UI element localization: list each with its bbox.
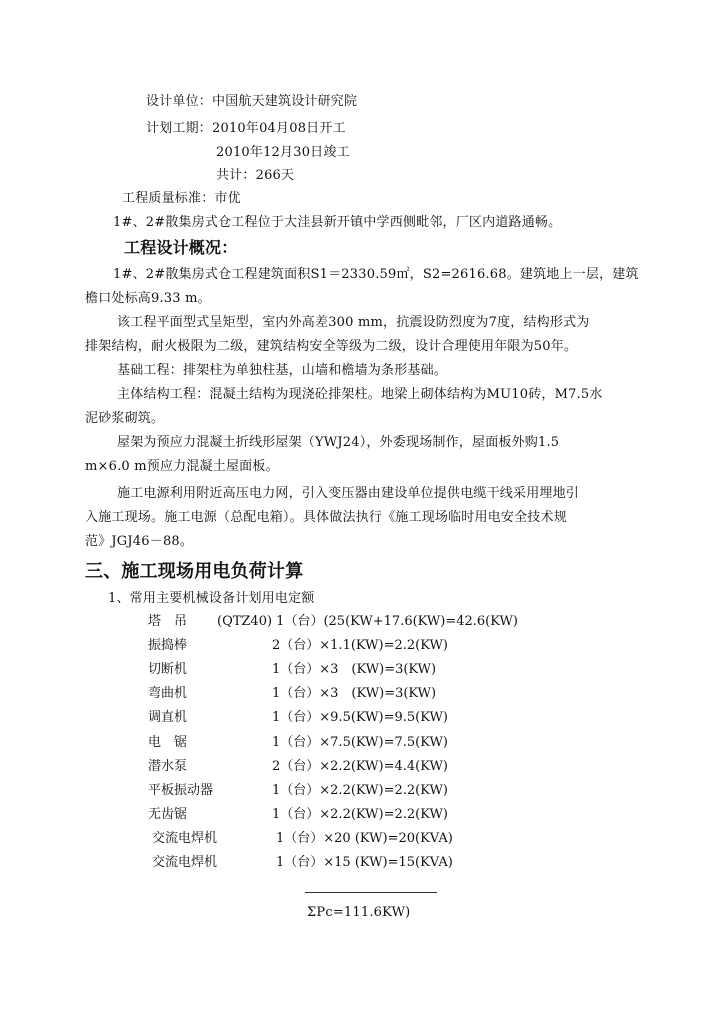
equipment-name: 塔 吊 — [148, 614, 188, 629]
equipment-name: 交流电焊机 — [152, 855, 218, 870]
overview-p6-l2: 入施工现场。施工电源（总配电箱）。具体做法执行《施工现场临时用电安全技术规 — [85, 510, 567, 525]
project-location: 1#、2#散集房式仓工程位于大洼县新开镇中学西侧毗邻，厂区内道路通畅。 — [113, 215, 562, 230]
equipment-calc: 2（台）×1.1(KW)=2.2(KW) — [272, 638, 448, 653]
equipment-calc: 1（台）×20 (KW)=20(KVA) — [276, 831, 453, 846]
overview-p1-l1: 1#、2#散集房式仓工程建筑面积S1＝2330.59㎡，S2=2616.68。建筑地上一层，建筑 — [113, 267, 639, 282]
equipment-name: 平板振动器 — [148, 783, 214, 798]
overview-p5-l2: m×6.0 m预应力混凝土屋面板。 — [85, 459, 279, 474]
equipment-calc: 1（台）×15 (KW)=15(KVA) — [276, 855, 453, 870]
power-total: ΣPc=111.6KW) — [307, 905, 411, 920]
design-unit: 设计单位：中国航天建筑设计研究院 — [146, 94, 358, 109]
subsection-1-title: 1、常用主要机械设备计划用电定额 — [108, 591, 315, 606]
equipment-name: 切断机 — [148, 662, 188, 677]
equipment-calc: 1（台）×2.2(KW)=2.2(KW) — [272, 807, 448, 822]
overview-heading: 工程设计概况： — [124, 238, 238, 257]
sum-divider — [305, 892, 437, 893]
equipment-calc: 2（台）×2.2(KW)=4.4(KW) — [272, 759, 448, 774]
total-days: 共计：266天 — [216, 168, 295, 183]
equipment-name: 振捣棒 — [148, 638, 188, 653]
plan-end: 2010年12月30日竣工 — [216, 145, 350, 160]
equipment-calc: 1（台）×7.5(KW)=7.5(KW) — [272, 735, 448, 750]
section-3-heading: 三、施工现场用电负荷计算 — [85, 561, 304, 582]
overview-p6-l3: 范》JGJ46－88。 — [85, 534, 194, 549]
overview-p6-l1: 施工电源利用附近高压电力网，引入变压器由建设单位提供电缆干线采用埋地引 — [117, 486, 580, 501]
overview-p2-l1: 该工程平面型式呈矩型，室内外高差300 mm，抗震设防烈度为7度，结构形式为 — [117, 315, 590, 330]
overview-p4-l2: 泥砂浆砌筑。 — [85, 411, 165, 426]
plan-start: 计划工期：2010年04月08日开工 — [146, 121, 346, 136]
quality-standard: 工程质量标准：市优 — [122, 191, 241, 206]
equipment-calc: (QTZ40) 1（台）(25(KW+17.6(KW)=42.6(KW) — [217, 614, 518, 629]
equipment-calc: 1（台）×3 (KW)=3(KW) — [272, 662, 437, 677]
equipment-calc: 1（台）×3 (KW)=3(KW) — [272, 686, 437, 701]
equipment-name: 无齿锯 — [148, 807, 188, 822]
equipment-name: 交流电焊机 — [152, 831, 218, 846]
equipment-calc: 1（台）×9.5(KW)=9.5(KW) — [272, 710, 448, 725]
overview-p2-l2: 排架结构，耐火极限为二级，建筑结构安全等级为二级，设计合理使用年限为50年。 — [85, 339, 578, 354]
equipment-name: 电 锯 — [148, 735, 188, 750]
overview-p3: 基础工程：排架柱为单独柱基，山墙和檐墙为条形基础。 — [117, 363, 448, 378]
equipment-name: 调直机 — [148, 710, 188, 725]
overview-p4-l1: 主体结构工程：混凝土结构为现浇砼排架柱。地梁上砌体结构为MU10砖，M7.5水 — [117, 387, 603, 402]
equipment-name: 弯曲机 — [148, 686, 188, 701]
equipment-calc: 1（台）×2.2(KW)=2.2(KW) — [272, 783, 448, 798]
overview-p1-l2: 檐口处标高9.33 m。 — [85, 291, 211, 306]
overview-p5-l1: 屋架为预应力混凝土折线形屋架（YWJ24），外委现场制作，屋面板外购1.5 — [117, 435, 560, 450]
equipment-name: 潜水泵 — [148, 759, 188, 774]
